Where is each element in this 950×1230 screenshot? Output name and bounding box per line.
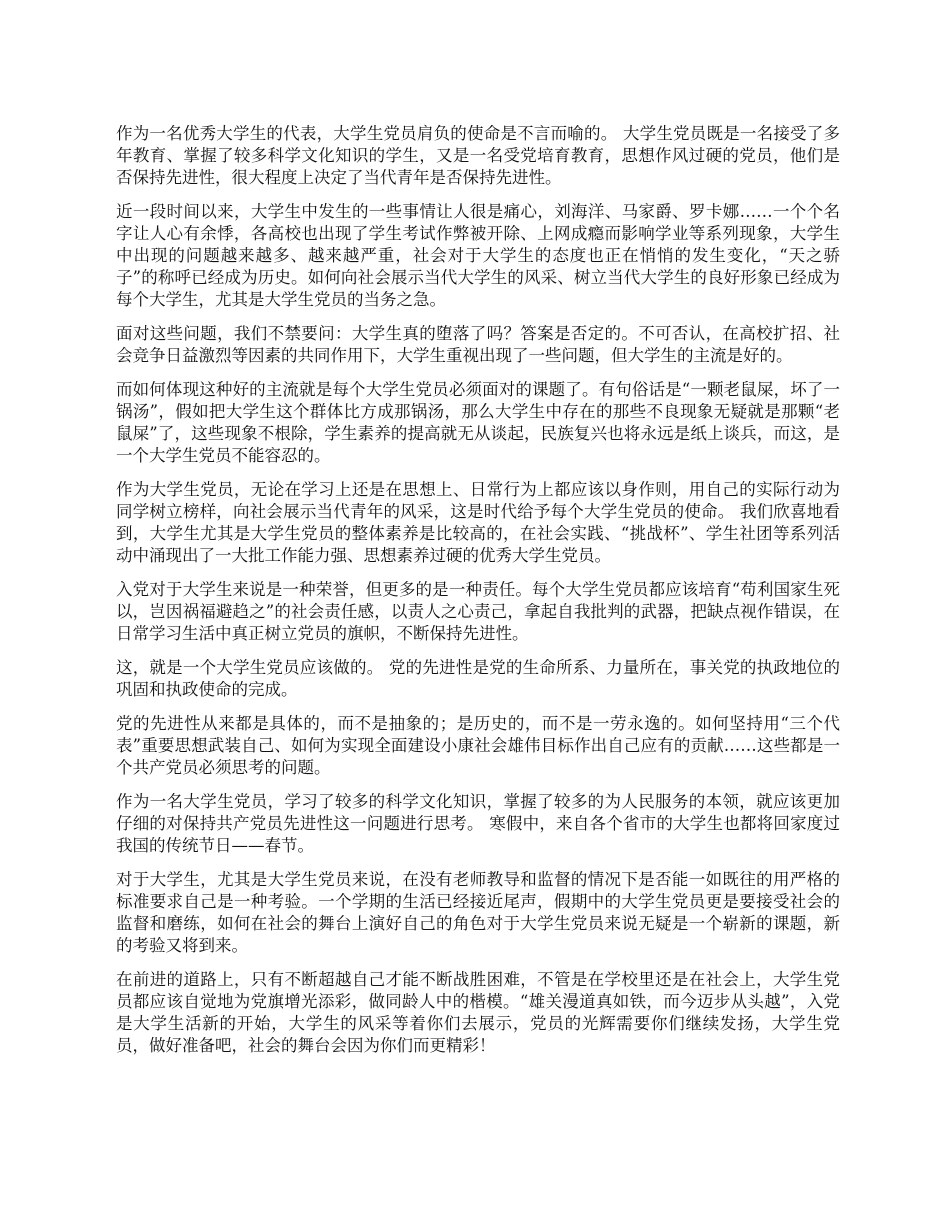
paragraph-5: 作为大学生党员，无论在学习上还是在思想上、日常行为上都应该以身作则，用自己的实际行动为同学树立榜样，向社会展示当代青年的风采，这是时代给予每个大学生党员的使命。 我们欣喜地看到，大学生尤其是大学生党员的整体素养是比较高的，在社会实践、“挑战杯”、学生社团等系列活动中涌现出了一大批工作能力强、思想素养过硬的优秀大学生党员。 [116, 480, 840, 565]
paragraph-3: 面对这些问题，我们不禁要问：大学生真的堕落了吗？答案是否定的。不可否认，在高校扩招、社会竞争日益激烈等因素的共同作用下，大学生重视出现了一些问题，但大学生的主流是好的。 [116, 324, 840, 365]
paragraph-6: 入党对于大学生来说是一种荣誉，但更多的是一种责任。每个大学生党员都应该培育“苟利国家生死以，岂因祸福避趋之”的社会责任感，以责人之心责己，拿起自我批判的武器，把缺点视作错误，在日常学习生活中真正树立党员的旗帜，不断保持先进性。 [116, 580, 840, 643]
paragraph-11: 在前进的道路上，只有不断超越自己才能不断战胜困难，不管是在学校里还是在社会上，大学生党员都应该自觉地为党旗增光添彩，做同龄人中的楷模。“雄关漫道真如铁，而今迈步从头越”，入党是大学生活新的开始，大学生的风采等着你们去展示，党员的光辉需要你们继续发扬，大学生党员，做好准备吧，社会的舞台会因为你们而更精彩！ [116, 970, 840, 1055]
paragraph-2: 近一段时间以来，大学生中发生的一些事情让人很是痛心，刘海洋、马家爵、罗卡娜……一个个名字让人心有余悸，各高校也出现了学生考试作弊被开除、上网成瘾而影响学业等系列现象，大学生中出现的问题越来越多、越来越严重，社会对于大学生的态度也正在悄悄的发生变化，“天之骄子”的称呼已经成为历史。如何向社会展示当代大学生的风采、树立当代大学生的良好形象已经成为每个大学生，尤其是大学生党员的当务之急。 [116, 202, 840, 309]
paragraph-7: 这，就是一个大学生党员应该做的。 党的先进性是党的生命所系、力量所在，事关党的执政地位的巩固和执政使命的完成。 [116, 658, 840, 699]
paragraph-1: 作为一名优秀大学生的代表，大学生党员肩负的使命是不言而喻的。 大学生党员既是一名接受了多年教育、掌握了较多科学文化知识的学生，又是一名受党培育教育，思想作风过硬的党员，他们是否保持先进性，很大程度上决定了当代青年是否保持先进性。 [116, 124, 840, 187]
paragraph-4: 而如何体现这种好的主流就是每个大学生党员必须面对的课题了。有句俗话是“一颗老鼠屎，坏了一锅汤”，假如把大学生这个群体比方成那锅汤，那么大学生中存在的那些不良现象无疑就是那颗“老鼠屎”了，这些现象不根除，学生素养的提高就无从谈起，民族复兴也将永远是纸上谈兵，而这，是一个大学生党员不能容忍的。 [116, 380, 840, 465]
paragraph-10: 对于大学生，尤其是大学生党员来说，在没有老师教导和监督的情况下是否能一如既往的用严格的标准要求自己是一种考验。一个学期的生活已经接近尾声，假期中的大学生党员更是要接受社会的监督和磨练，如何在社会的舞台上演好自己的角色对于大学生党员来说无疑是一个崭新的课题，新的考验又将到来。 [116, 870, 840, 955]
document-body [116, 123, 840, 1069]
paragraph-8: 党的先进性从来都是具体的，而不是抽象的；是历史的，而不是一劳永逸的。如何坚持用“三个代表”重要思想武装自己、如何为实现全面建设小康社会雄伟目标作出自己应有的贡献……这些都是一个共产党员必须思考的问题。 [116, 714, 840, 777]
paragraph-9: 作为一名大学生党员，学习了较多的科学文化知识，掌握了较多的为人民服务的本领，就应该更加仔细的对保持共产党员先进性这一问题进行思考。 寒假中，来自各个省市的大学生也都将回家度过我国的传统节日——春节。 [116, 792, 840, 855]
